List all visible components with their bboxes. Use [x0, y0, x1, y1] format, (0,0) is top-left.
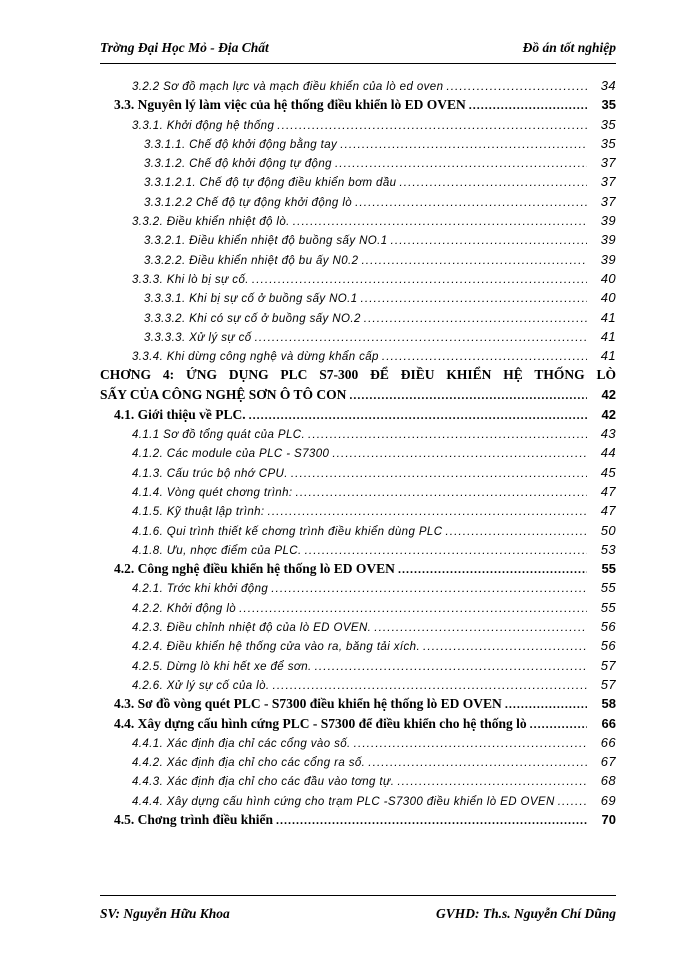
- toc-page-number: 47: [600, 483, 616, 499]
- toc-page-number: 40: [600, 270, 616, 286]
- page-header: [100, 40, 616, 60]
- toc-entry[interactable]: 4.1.3. Cấu trúc bộ nhớ CPU. ..... 45: [100, 463, 616, 482]
- header-university: Trờng Đại Học Mỏ - Địa Chất: [100, 40, 269, 55]
- toc-page-number: 39: [600, 251, 616, 267]
- toc-page-number: 50: [600, 522, 616, 538]
- chapter-heading: CHƠNG 4: ỨNG DỤNG PLC S7-300 ĐỂ ĐIỀU KHIỂN HỆ THỐNG LÒ: [100, 367, 616, 383]
- toc-page-number: 47: [600, 503, 616, 519]
- toc-page-number: 66: [601, 715, 616, 731]
- toc-entry[interactable]: 4.1.8. Ưu, nhợc điểm của PLC. ..... 53: [100, 540, 616, 559]
- toc-page-number: 56: [600, 619, 616, 635]
- toc-entry-chapter[interactable]: SẤY CỦA CÔNG NGHỆ SƠN Ô TÔ CON ..... 42: [100, 385, 616, 404]
- toc-page-number: 34: [600, 78, 616, 93]
- toc-entry[interactable]: 4.4. Xây dựng cấu hình cứng PLC - S7300 để điều khiển cho hệ thống lò ..... 66: [100, 714, 616, 733]
- toc-entry[interactable]: 4.2.2. Khởi động lò ..... 55: [100, 598, 616, 617]
- toc-entry[interactable]: 4.5. Chơng trình điều khiển ..... 70: [100, 810, 616, 829]
- footer-student: SV: Nguyễn Hữu Khoa: [100, 906, 230, 921]
- toc-page-number: 40: [600, 290, 616, 306]
- toc-page-number: 55: [600, 580, 616, 596]
- toc-entry[interactable]: 3.3.2. Điều khiển nhiệt độ lò. ..... 39: [100, 211, 616, 230]
- toc-page-number: 57: [600, 657, 616, 673]
- toc-entry[interactable]: 4.1.2. Các module của PLC - S7300 ..... 44: [100, 443, 616, 462]
- toc-entry[interactable]: 3.3.3.1. Khi bị sự cố ở buồng sấy NO.1 ..... 40: [100, 288, 616, 307]
- toc-page-number: 43: [600, 426, 616, 442]
- toc-entry[interactable]: 3.3.3.2. Khi có sự cố ở buồng sấy NO.2 ..... 41: [100, 308, 616, 327]
- toc-page-number: 37: [600, 155, 616, 171]
- toc-entry[interactable]: 4.4.3. Xác định địa chỉ cho các đầu vào tơng tự. ..... 68: [100, 771, 616, 790]
- toc-page-number: 37: [600, 174, 616, 190]
- toc-entry[interactable]: 4.2.1. Trớc khi khởi động ..... 55: [100, 578, 616, 597]
- toc-page-number: 42: [601, 406, 616, 422]
- toc-entry[interactable]: 4.2. Công nghệ điều khiển hệ thống lò ED OVEN ..... 55: [100, 559, 616, 578]
- toc-entry[interactable]: 4.4.4. Xây dựng cấu hình cứng cho trạm PLC -S7300 điều khiển lò ED OVEN ..... 69: [100, 791, 616, 810]
- toc-entry[interactable]: 3.3.1.2.1. Chế độ tự động điều khiển bơm dầu ..... 37: [100, 172, 616, 191]
- toc-page-number: 67: [600, 754, 616, 770]
- toc-page-number: 68: [600, 773, 616, 789]
- toc-entry[interactable]: 4.3. Sơ đồ vòng quét PLC - S7300 điều khiển hệ thống lò ED OVEN ..... 58: [100, 694, 616, 713]
- toc-page-number: 42: [601, 387, 616, 403]
- toc-page-number: 57: [600, 676, 616, 692]
- toc-page-number: 53: [600, 541, 616, 557]
- toc-entry[interactable]: 4.2.4. Điều khiển hệ thống cửa vào ra, băng tải xích. ..... 56: [100, 636, 616, 655]
- toc-page-number: 35: [600, 116, 616, 132]
- toc-entry[interactable]: 4.1.1 Sơ đồ tổng quát của PLC. ..... 43: [100, 424, 616, 443]
- toc-entry[interactable]: 4.1.6. Qui trình thiết kế chơng trình điều khiển dùng PLC ..... 50: [100, 521, 616, 540]
- toc-entry[interactable]: 4.1. Giới thiệu về PLC. ..... 42: [100, 405, 616, 424]
- toc-page-number: 41: [600, 348, 616, 364]
- toc-entry[interactable]: 3.3.2.2. Điều khiển nhiệt độ bu ấy N0.2 ..... 39: [100, 250, 616, 269]
- toc-page-number: 45: [600, 464, 616, 480]
- toc-entry[interactable]: 3.2.2 Sơ đồ mạch lực và mạch điều khiển của lò ed oven ..... 34: [100, 76, 616, 95]
- toc-entry[interactable]: 3.3. Nguyên lý làm việc của hệ thống điều khiển lò ED OVEN ..... 35: [100, 95, 616, 114]
- toc-entry[interactable]: 4.1.5. Kỹ thuật lập trình: ..... 47: [100, 501, 616, 520]
- toc-page-number: 41: [600, 328, 616, 344]
- toc-page-number: 66: [600, 734, 616, 750]
- page-footer: [100, 906, 616, 926]
- toc-page-number: 39: [600, 213, 616, 229]
- toc-page-number: 58: [601, 696, 616, 712]
- toc-page-number: 35: [600, 135, 616, 151]
- toc-entry[interactable]: 3.3.1.2. Chế độ khởi động tự động ..... 37: [100, 153, 616, 172]
- toc-page-number: 39: [600, 232, 616, 248]
- toc-entry[interactable]: 3.3.1.1. Chế độ khởi động bằng tay ..... 35: [100, 134, 616, 153]
- toc-page-number: 70: [601, 811, 616, 827]
- header-rule: [100, 63, 616, 64]
- table-of-contents: [100, 76, 616, 829]
- toc-entry[interactable]: 4.2.3. Điều chỉnh nhiệt độ của lò ED OVEN. ..... 56: [100, 617, 616, 636]
- toc-entry[interactable]: 4.2.5. Dừng lò khi hết xe để sơn. ..... 57: [100, 656, 616, 675]
- toc-entry[interactable]: 4.1.4. Vòng quét chơng trình: ..... 47: [100, 482, 616, 501]
- footer-supervisor: GVHD: Th.s. Nguyễn Chí Dũng: [435, 906, 616, 921]
- toc-entry[interactable]: 3.3.1. Khởi động hệ thống ..... 35: [100, 115, 616, 134]
- toc-entry[interactable]: 3.3.3. Khi lò bị sự cố. ..... 40: [100, 269, 616, 288]
- toc-entry[interactable]: 4.4.1. Xác định địa chỉ các cổng vào số. ..... 66: [100, 733, 616, 752]
- toc-page-number: 41: [600, 309, 616, 325]
- toc-entry[interactable]: 3.3.2.1. Điều khiển nhiệt độ buồng sấy NO.1 ..... 39: [100, 230, 616, 249]
- toc-entry[interactable]: 3.3.4. Khi dừng công nghệ và dừng khẩn cấp ..... 41: [100, 346, 616, 365]
- toc-page-number: 35: [601, 97, 616, 113]
- toc-entry[interactable]: 4.4.2. Xác định địa chỉ cho các cổng ra số. ..... 67: [100, 752, 616, 771]
- toc-page-number: 37: [600, 193, 616, 209]
- toc-page-number: 56: [600, 638, 616, 654]
- toc-entry[interactable]: 3.3.3.3. Xử lý sự cố ..... 41: [100, 327, 616, 346]
- toc-page-number: 44: [600, 445, 616, 461]
- toc-entry[interactable]: 3.3.1.2.2 Chế độ tự động khởi động lò ..... 37: [100, 192, 616, 211]
- header-doc-type: Đồ án tốt nghiệp: [522, 40, 616, 55]
- toc-page-number: 69: [600, 792, 616, 808]
- toc-page-number: 55: [601, 561, 616, 577]
- toc-entry[interactable]: 4.2.6. Xử lý sự cố của lò. ..... 57: [100, 675, 616, 694]
- footer-rule: [100, 895, 616, 896]
- toc-page-number: 55: [600, 599, 616, 615]
